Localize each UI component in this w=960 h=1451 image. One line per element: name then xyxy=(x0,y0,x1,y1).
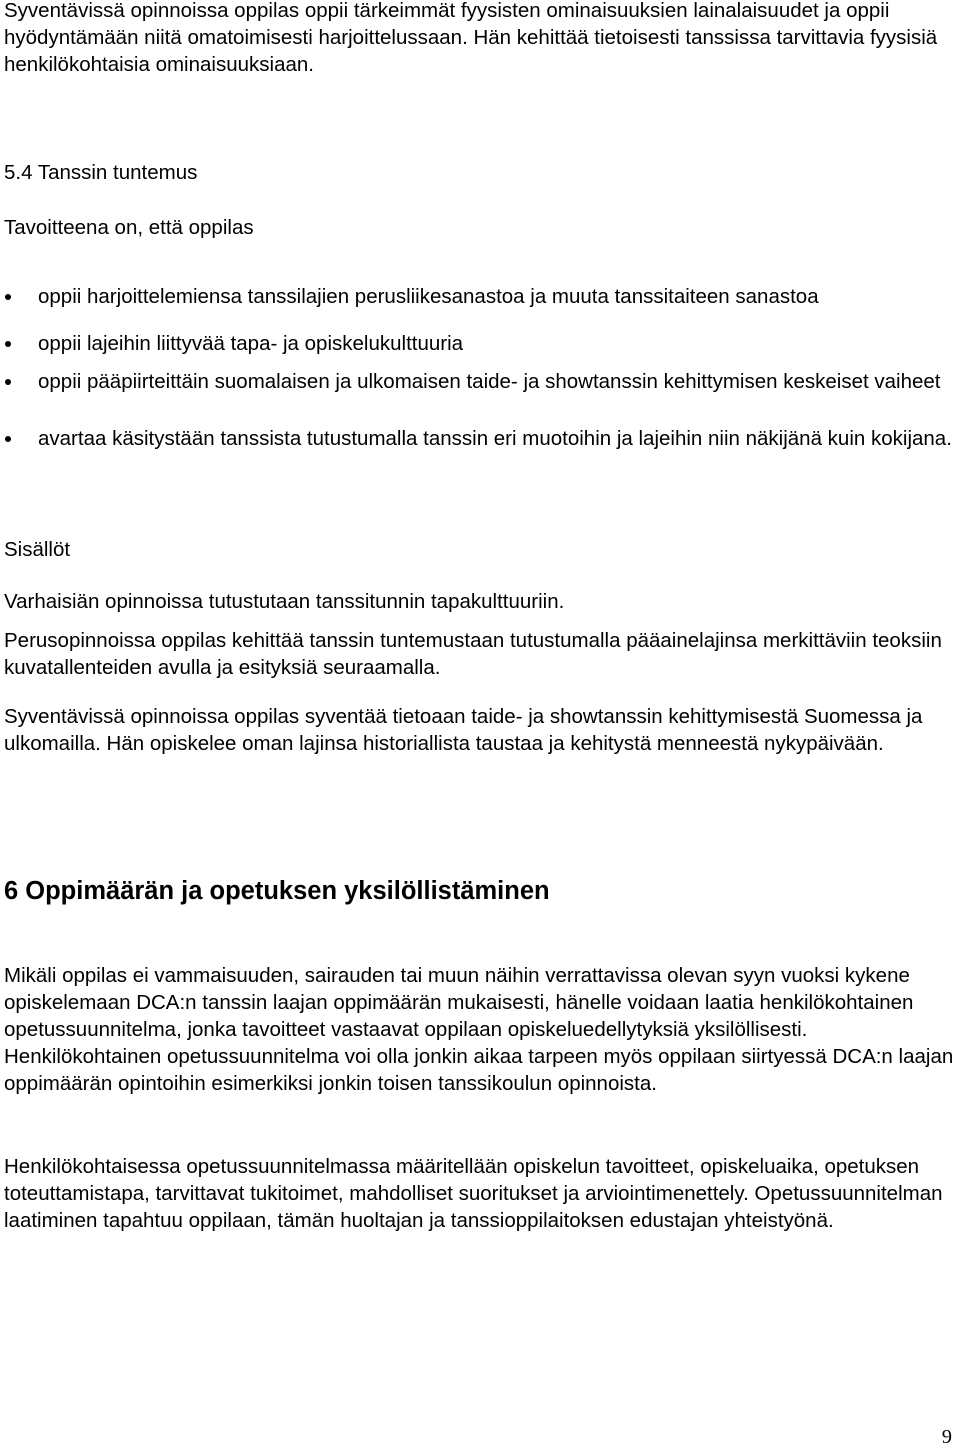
section-5-4-lead: Tavoitteena on, että oppilas xyxy=(4,216,254,239)
bullet-icon xyxy=(5,341,11,347)
page-number: 9 xyxy=(941,1426,952,1448)
list-item-text: oppii pääpiirteittäin suomalaisen ja ulkomaisen taide- ja showtanssin kehittymisen keskeiset vaiheet xyxy=(38,370,941,393)
contents-heading: Sisällöt xyxy=(4,538,71,561)
bullet-icon xyxy=(5,294,11,300)
list-item-text: oppii harjoittelemiensa tanssilajien perusliikesanastoa ja muuta tanssitaiteen sanastoa xyxy=(38,285,819,308)
section-6-title: 6 Oppimäärän ja opetuksen yksilöllistäminen xyxy=(4,877,550,905)
list-item xyxy=(4,425,954,452)
section-6-paragraph: Mikäli oppilas ei vammaisuuden, sairauden tai muun näihin verrattavissa olevan syyn vuoksi kykene opiskelemaan DCA:n tanssin laajan oppimäärän mukaisesti, hänelle voidaan laatia henkilökohtainen opetussuunnitelma, jonka tavoitteet vastaavat oppilaan opiskeluedellytyksiä yksilöllisesti. Henkilökohtainen opetussuunnitelma voi olla jonkin aikaa tarpeen myös oppilaan siirtyessä DCA:n laajan oppimäärän opintoihin esimerkiksi jonkin toisen tanssikoulun opinnoista. xyxy=(4,964,954,1095)
bullet-icon xyxy=(5,436,11,442)
list-item-text: oppii lajeihin liittyvää tapa- ja opiskelukulttuuria xyxy=(38,332,464,355)
contents-paragraph: Varhaisiän opinnoissa tutustutaan tanssitunnin tapakulttuuriin. xyxy=(4,590,565,613)
section-6-paragraph: Henkilökohtaisessa opetussuunnitelmassa määritellään opiskelun tavoitteet, opiskeluaika, opetuksen toteuttamistapa, tarvittavat tukitoimet, mahdolliset suoritukset ja arviointimenettely. Opetussuunnitelman laatiminen tapahtuu oppilaan, tämän huoltajan ja tanssioppilaitoksen edustajan yhteistyönä. xyxy=(4,1155,943,1232)
list-item xyxy=(4,330,954,357)
contents-paragraph: Perusopinnoissa oppilas kehittää tanssin tuntemustaan tutustumalla pääainelajinsa merkittäviin teoksiin kuvatallenteiden avulla ja esityksiä seuraamalla. xyxy=(4,629,942,679)
intro-paragraph: Syventävissä opinnoissa oppilas oppii tärkeimmät fyysisten ominaisuuksien lainalaisuudet ja oppii hyödyntämään niitä omatoimisesti harjoittelussaan. Hän kehittää tietoisesti tanssissa tarvittavia fyysisiä henkilökohtaisia ominaisuuksiaan. xyxy=(4,0,938,76)
list-item xyxy=(4,283,954,310)
bullet-icon xyxy=(5,379,11,385)
section-5-4-title: 5.4 Tanssin tuntemus xyxy=(4,161,198,184)
list-item-text: avartaa käsitystään tanssista tutustumalla tanssin eri muotoihin ja lajeihin niin näkijänä kuin kokijana. xyxy=(38,427,952,450)
contents-paragraph: Syventävissä opinnoissa oppilas syventää tietoaan taide- ja showtanssin kehittymisestä Suomessa ja ulkomailla. Hän opiskelee oman lajinsa historiallista taustaa ja kehitystä menneestä nykypäivään. xyxy=(4,705,923,755)
list-item xyxy=(4,368,954,395)
